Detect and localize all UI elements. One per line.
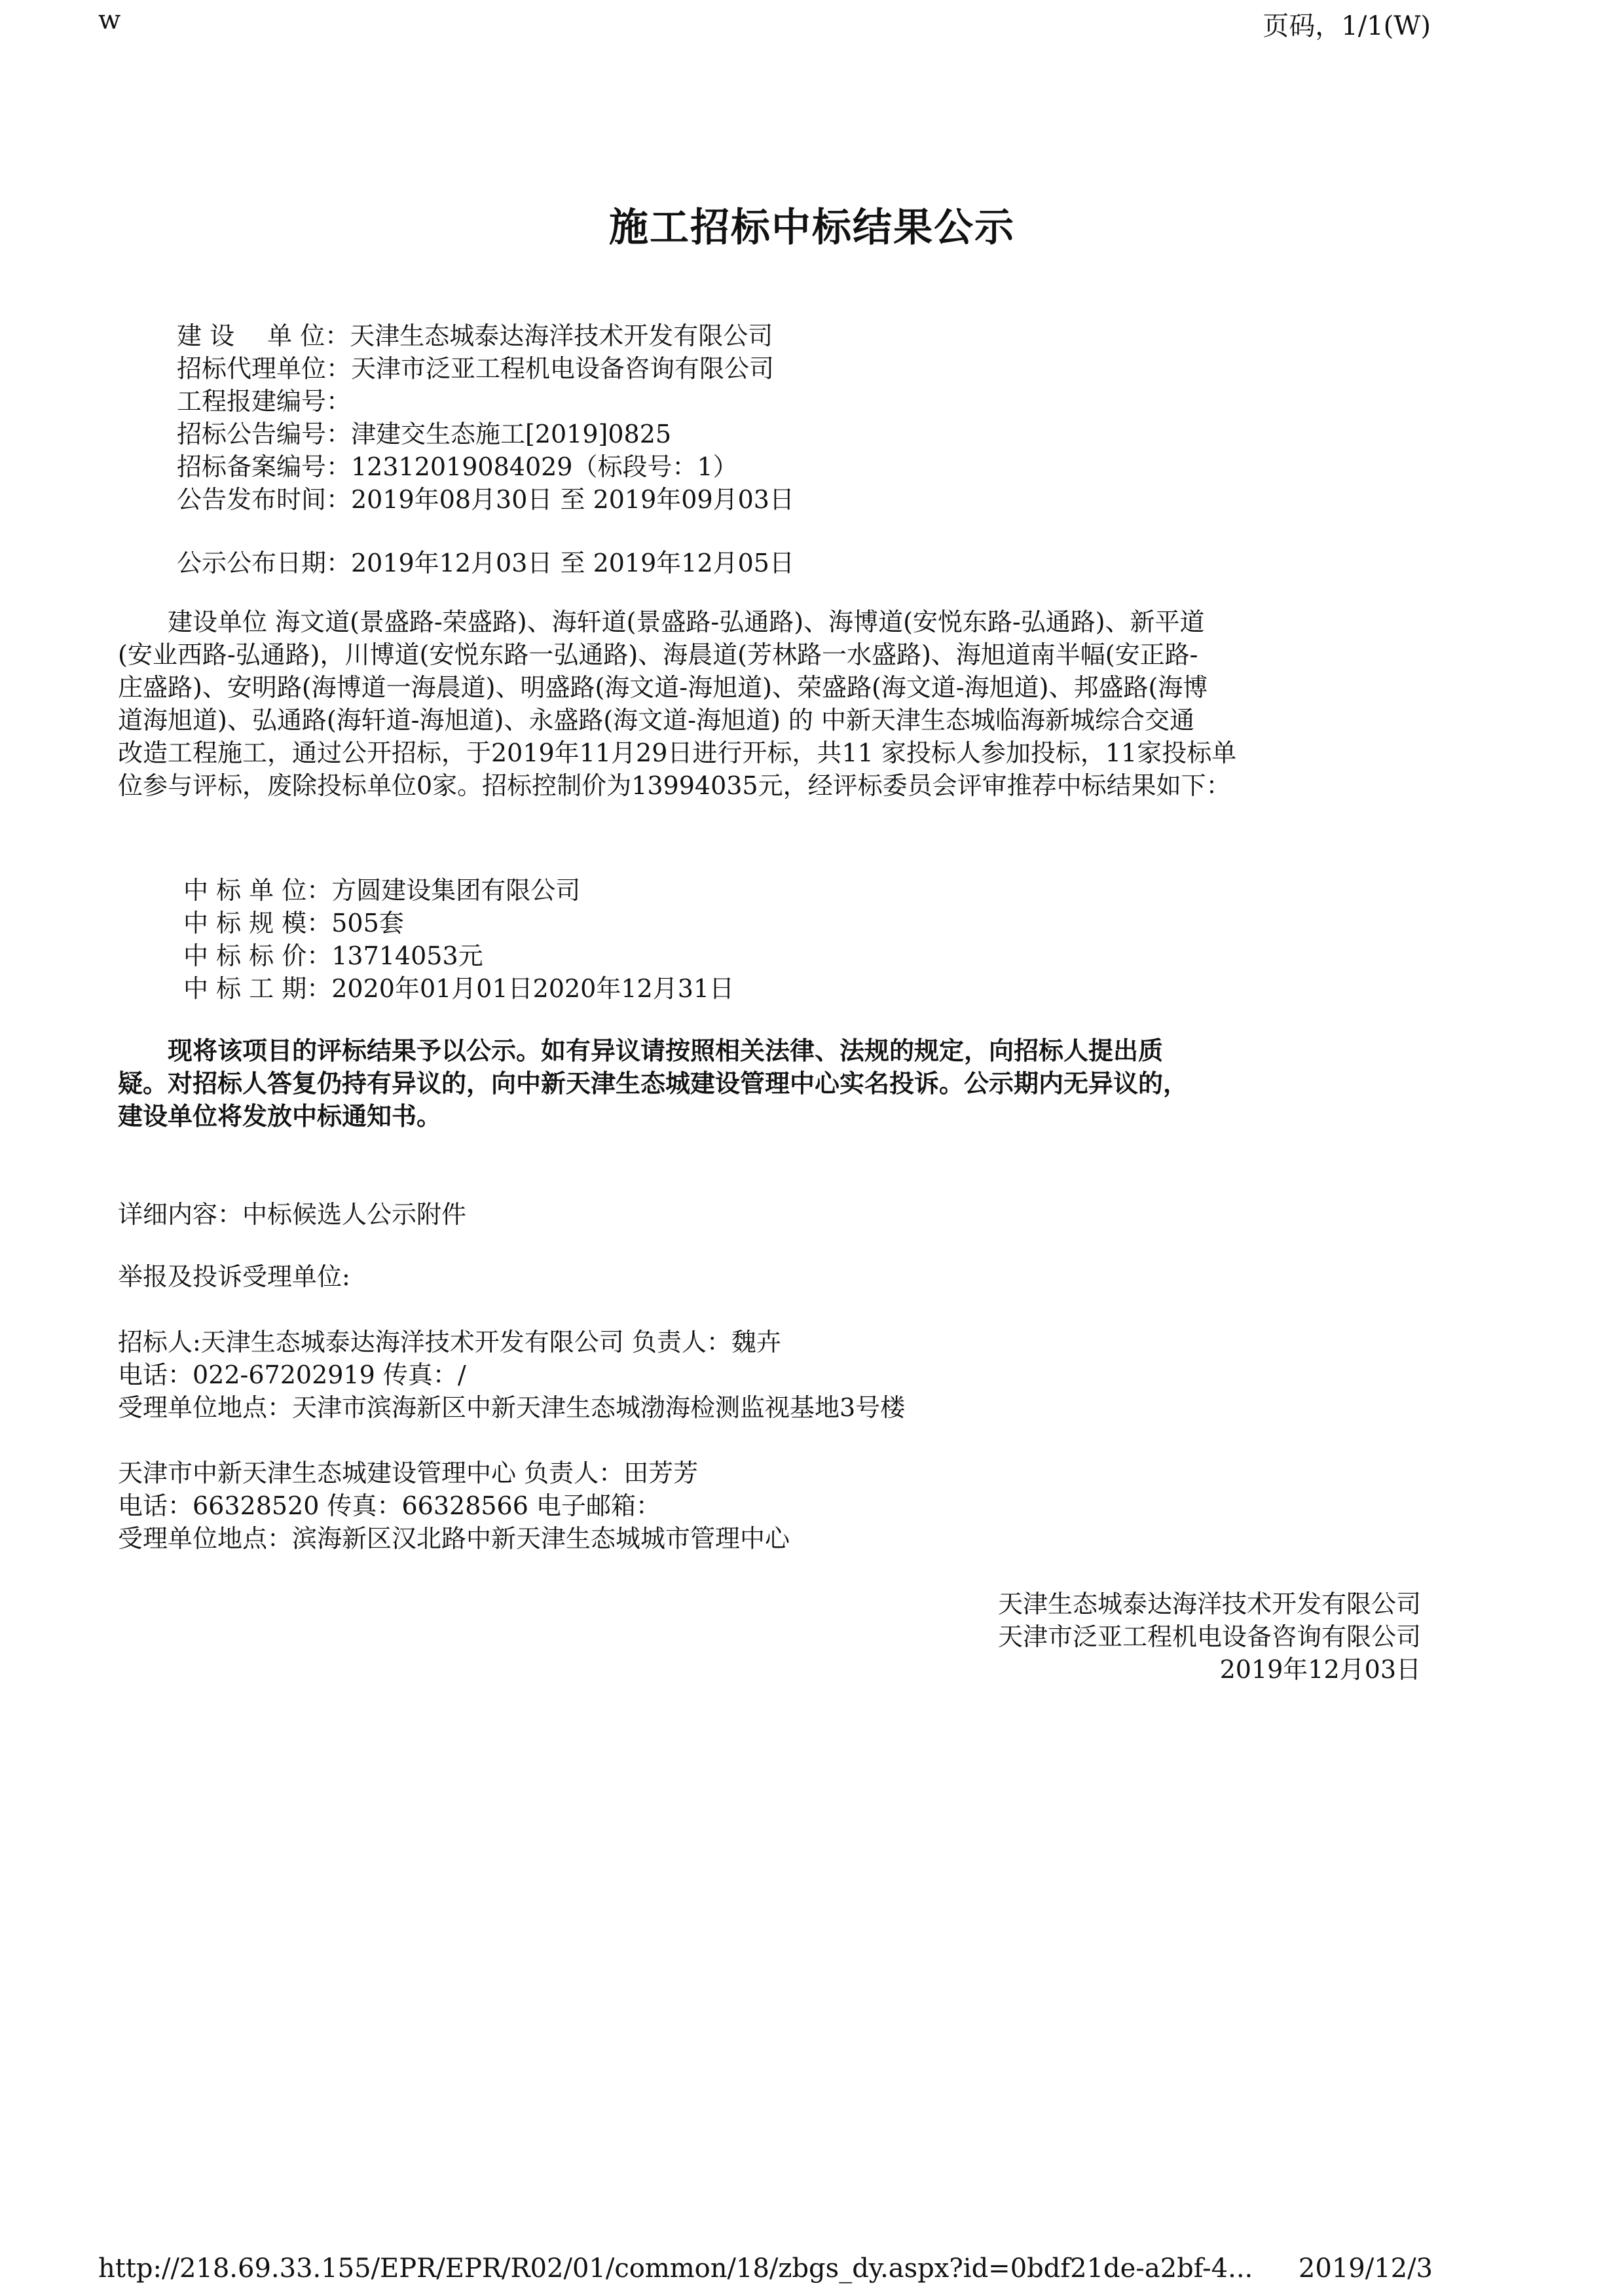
body-line: 庄盛路)、安明路(海博道一海晨道)、明盛路(海文道-海旭道)、荣盛路(海文道-海旭道)、邦盛路(海博: [118, 673, 1208, 702]
complaint-heading: 举报及投诉受理单位:: [118, 1262, 350, 1291]
agent-line: 招标代理单位：天津市泛亚工程机电设备咨询有限公司: [177, 354, 775, 383]
award-price-line: 中 标 标 价：13714053元: [183, 941, 483, 970]
page-indicator: 页码，1/1(W): [1263, 11, 1431, 41]
body-line: 道海旭道)、弘通路(海轩道-海旭道)、永盛路(海文道-海旭道) 的 中新天津生态城临海新城综合交通: [118, 706, 1194, 735]
record-no-line: 招标备案编号：12312019084029（标段号：1）: [177, 452, 738, 481]
signature-line1: 天津生态城泰达海洋技术开发有限公司: [997, 1590, 1421, 1618]
body-line: 建设单位 海文道(景盛路-荣盛路)、海轩道(景盛路-弘通路)、海博道(安悦东路-弘通路)、新平道: [118, 608, 1205, 636]
builder-line: 建 设 单 位：天津生态城泰达海洋技术开发有限公司: [177, 321, 773, 350]
notice-time-line: 公告发布时间：2019年08月30日 至 2019年09月03日: [177, 485, 794, 514]
header-left-mark: w: [98, 5, 121, 35]
details-line: 详细内容：中标候选人公示附件: [118, 1200, 467, 1229]
footer-url: http://218.69.33.155/EPR/EPR/R02/01/common/18/zbgs_dy.aspx?id=0bdf21de-a2bf-4...: [98, 2253, 1253, 2284]
body-line: 位参与评标，废除投标单位0家。招标控制价为13994035元，经评标委员会评审推荐中标结果如下：: [118, 771, 1231, 800]
tenderer-address-line: 受理单位地点：天津市滨海新区中新天津生态城渤海检测监视基地3号楼: [118, 1393, 906, 1422]
body-line: 改造工程施工，通过公开招标，于2019年11月29日进行开标，共11 家投标人参加投标，11家投标单: [118, 738, 1237, 767]
authority-phone-line: 电话：66328520 传真：66328566 电子邮箱：: [118, 1491, 661, 1520]
award-scale-line: 中 标 规 模：505套: [183, 909, 404, 938]
notice-line: 现将该项目的评标结果予以公示。如有异议请按照相关法律、法规的规定，向招标人提出质: [118, 1036, 1164, 1065]
footer-date: 2019/12/3: [1298, 2253, 1433, 2284]
project-no-line: 工程报建编号：: [177, 387, 352, 416]
award-period-line: 中 标 工 期：2020年01月01日2020年12月31日: [183, 974, 735, 1003]
notice-no-line: 招标公告编号：津建交生态施工[2019]0825: [177, 420, 672, 448]
authority-address-line: 受理单位地点：滨海新区汉北路中新天津生态城城市管理中心: [118, 1524, 790, 1553]
authority-name-line: 天津市中新天津生态城建设管理中心 负责人：田芳芳: [118, 1459, 699, 1487]
page-title: 施工招标中标结果公示: [609, 205, 1015, 251]
body-line: (安业西路-弘通路)，川博道(安悦东路一弘通路)、海晨道(芳林路一水盛路)、海旭道南半幅(安正路-: [118, 640, 1198, 669]
tenderer-name-line: 招标人:天津生态城泰达海洋技术开发有限公司 负责人：魏卉: [118, 1328, 781, 1357]
signature-date: 2019年12月03日: [1219, 1655, 1421, 1684]
notice-line: 疑。对招标人答复仍持有异议的，向中新天津生态城建设管理中心实名投诉。公示期内无异议的，: [118, 1068, 1189, 1098]
tenderer-phone-line: 电话：022-67202919 传真：/: [118, 1360, 466, 1389]
publicity-date-line: 公示公布日期：2019年12月03日 至 2019年12月05日: [177, 549, 794, 577]
signature-line2: 天津市泛亚工程机电设备咨询有限公司: [997, 1622, 1421, 1651]
award-unit-line: 中 标 单 位：方圆建设集团有限公司: [183, 876, 581, 905]
notice-line: 建设单位将发放中标通知书。: [118, 1101, 442, 1131]
